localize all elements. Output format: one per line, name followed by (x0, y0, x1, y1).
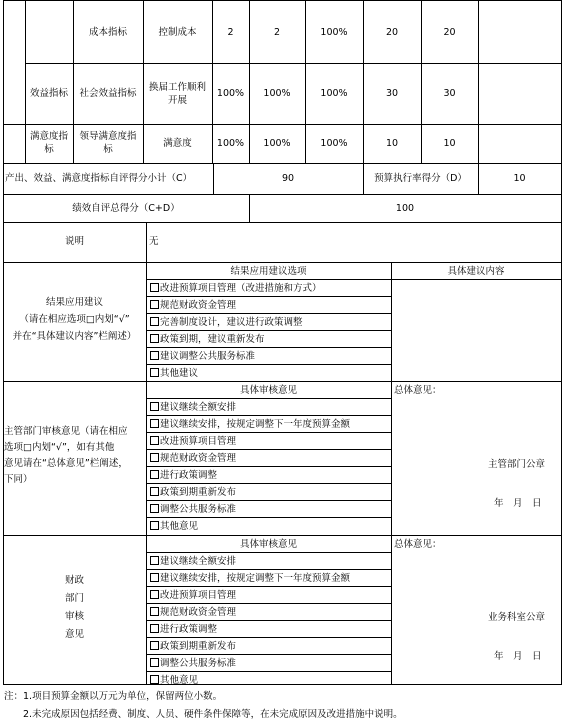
finance-option[interactable]: 建议继续安排，按规定调整下一年度预算金额 (150, 572, 350, 585)
rule (146, 347, 391, 348)
rule (73, 0, 74, 163)
checkbox-icon[interactable] (150, 368, 159, 377)
rule (25, 0, 26, 163)
finance-label: 部门 (64, 593, 84, 604)
rule (146, 637, 391, 638)
checkbox-icon[interactable] (150, 607, 159, 616)
category-benefit: 效益指标 (29, 88, 68, 99)
checkbox-icon[interactable] (150, 573, 159, 582)
checkbox-icon[interactable] (150, 436, 159, 445)
options-header: 结果应用建议选项 (230, 266, 307, 277)
dept-option[interactable]: 调整公共服务标准 (150, 503, 236, 516)
finance-label: 审核 (64, 611, 84, 622)
dept-option[interactable]: 政策到期重新发布 (150, 486, 236, 499)
dept-label: 意见请在“总体意见”栏阐述， (4, 458, 128, 469)
checkbox-icon[interactable] (150, 317, 159, 326)
note-line: 2.未完成原因包括经费、制度、人员、硬件条件保障等，在未完成原因及改进措施中说明。 (4, 709, 403, 720)
category-satisfaction: 满意度指标 (29, 131, 68, 155)
checkbox-icon[interactable] (150, 675, 159, 684)
rule (146, 415, 391, 416)
rule (146, 517, 391, 518)
finance-option[interactable]: 规范财政资金管理 (150, 606, 236, 619)
content-header: 具体建议内容 (447, 266, 505, 277)
rule (3, 535, 562, 536)
rule (146, 654, 391, 655)
indicator: 控制成本 (158, 27, 197, 38)
dept-option[interactable]: 改进预算项目管理 (150, 435, 236, 448)
rule (146, 449, 391, 450)
checkbox-icon[interactable] (150, 351, 159, 360)
cell-value: 100% (263, 138, 291, 149)
rule (3, 262, 562, 263)
checkbox-icon[interactable] (150, 402, 159, 411)
result-label: 并在“具体建议内容”栏阐述） (12, 331, 137, 342)
cell-value: 2 (273, 27, 281, 38)
checkbox-icon[interactable] (150, 453, 159, 462)
result-option[interactable]: 建议调整公共服务标准 (150, 350, 255, 363)
rule (146, 398, 391, 399)
rule (3, 684, 562, 685)
border-right (561, 0, 562, 684)
dept-overall-label: 总体意见： (394, 385, 442, 396)
dept-label: 主管部门审核意见（请在相应 (4, 426, 128, 437)
rule (146, 279, 562, 280)
checkbox-icon[interactable] (150, 300, 159, 309)
dept-label: 选项□内划“√”，如有其他 (4, 442, 115, 453)
rule (3, 194, 562, 195)
cell-value: 20 (443, 27, 456, 38)
rule (146, 671, 391, 672)
dept-option[interactable]: 进行政策调整 (150, 469, 217, 482)
checkbox-icon[interactable] (150, 521, 159, 530)
finance-option[interactable]: 政策到期重新发布 (150, 640, 236, 653)
indicator: 换届工作顺利开展 (148, 82, 206, 106)
rule (391, 381, 392, 684)
dept-option[interactable]: 其他意见 (150, 520, 198, 533)
rule (146, 432, 391, 433)
note-line: 注：1.项目预算金额以万元为单位，保留两位小数。 (4, 691, 223, 702)
cell-value: 100% (216, 138, 245, 149)
dept-date: 年 月 日 (494, 498, 542, 509)
finance-opinion-header: 具体审核意见 (239, 539, 297, 550)
checkbox-icon[interactable] (150, 658, 159, 667)
budget-value: 10 (513, 173, 526, 184)
sub-indicator: 领导满意度指标 (79, 131, 137, 155)
cell-value: 2 (227, 27, 234, 38)
rule (146, 364, 391, 365)
finance-option[interactable]: 其他意见 (150, 674, 198, 687)
finance-seal: 业务科室公章 (488, 612, 546, 623)
dept-seal: 主管部门公章 (488, 459, 546, 470)
dept-opinion-header: 具体审核意见 (239, 385, 297, 396)
cell-value: 100% (320, 88, 348, 99)
total-value: 100 (395, 203, 415, 214)
result-option[interactable]: 改进预算项目管理（改进措施和方式） (150, 282, 322, 295)
sub-indicator: 成本指标 (88, 27, 127, 38)
dept-label: 下同） (4, 474, 33, 485)
explain-value: 无 (149, 236, 159, 247)
cell-value: 100% (320, 138, 348, 149)
finance-option[interactable]: 改进预算项目管理 (150, 589, 236, 602)
rule (3, 222, 562, 223)
rule (146, 222, 147, 684)
cell-value: 30 (443, 88, 456, 99)
finance-option[interactable]: 调整公共服务标准 (150, 657, 236, 670)
checkbox-icon[interactable] (150, 283, 159, 292)
rule (478, 0, 479, 194)
cell-value: 100% (216, 88, 245, 99)
checkbox-icon[interactable] (150, 590, 159, 599)
result-option[interactable]: 规范财政资金管理 (150, 299, 236, 312)
rule (146, 569, 391, 570)
rule (146, 586, 391, 587)
dept-option[interactable]: 规范财政资金管理 (150, 452, 236, 465)
checkbox-icon[interactable] (150, 624, 159, 633)
total-label: 绩效自评总得分（C+D） (72, 203, 180, 214)
result-option[interactable]: 政策到期，建议重新发布 (150, 333, 265, 346)
rule (146, 552, 391, 553)
subtotal-value: 90 (281, 173, 295, 184)
rule (146, 603, 391, 604)
rule (146, 500, 391, 501)
cell-value: 10 (443, 138, 456, 149)
finance-option[interactable]: 建议继续全额安排 (150, 555, 236, 568)
checkbox-icon[interactable] (150, 641, 159, 650)
dept-option[interactable]: 建议继续全额安排 (150, 401, 236, 414)
checkbox-icon[interactable] (150, 470, 159, 479)
finance-label: 意见 (64, 629, 84, 640)
dept-option[interactable]: 建议继续安排，按规定调整下一年度预算金额 (150, 418, 350, 431)
rule (146, 466, 391, 467)
rule (146, 296, 391, 297)
finance-date: 年 月 日 (494, 651, 542, 662)
checkbox-icon[interactable] (150, 334, 159, 343)
checkbox-icon[interactable] (150, 487, 159, 496)
rule (25, 63, 562, 64)
checkbox-icon[interactable] (150, 504, 159, 513)
finance-overall-label: 总体意见： (394, 539, 442, 550)
explain-label: 说明 (64, 236, 84, 247)
cell-value: 100% (320, 27, 348, 38)
subtotal-label: 产出、效益、满意度指标自评得分小计（C） (5, 173, 193, 184)
sub-indicator: 社会效益指标 (79, 88, 137, 99)
rule (146, 620, 391, 621)
cell-value: 30 (385, 88, 399, 99)
finance-option[interactable]: 进行政策调整 (150, 623, 217, 636)
checkbox-icon[interactable] (150, 419, 159, 428)
checkbox-icon[interactable] (150, 556, 159, 565)
cell-value: 10 (385, 138, 399, 149)
result-option[interactable]: 其他建议 (150, 367, 198, 380)
indicator: 满意度 (163, 138, 192, 149)
rule (146, 313, 391, 314)
finance-label: 财政 (64, 575, 84, 586)
result-label: （请在相应选项□内划“√” (19, 314, 130, 325)
result-option[interactable]: 完善制度设计，建议进行政策调整 (150, 316, 303, 329)
budget-label: 预算执行率得分（D） (374, 173, 467, 184)
rule (146, 483, 391, 484)
rule (146, 330, 391, 331)
result-label: 结果应用建议 (45, 297, 103, 308)
cell-value: 100% (263, 88, 291, 99)
rule (3, 381, 562, 382)
cell-value: 20 (385, 27, 399, 38)
